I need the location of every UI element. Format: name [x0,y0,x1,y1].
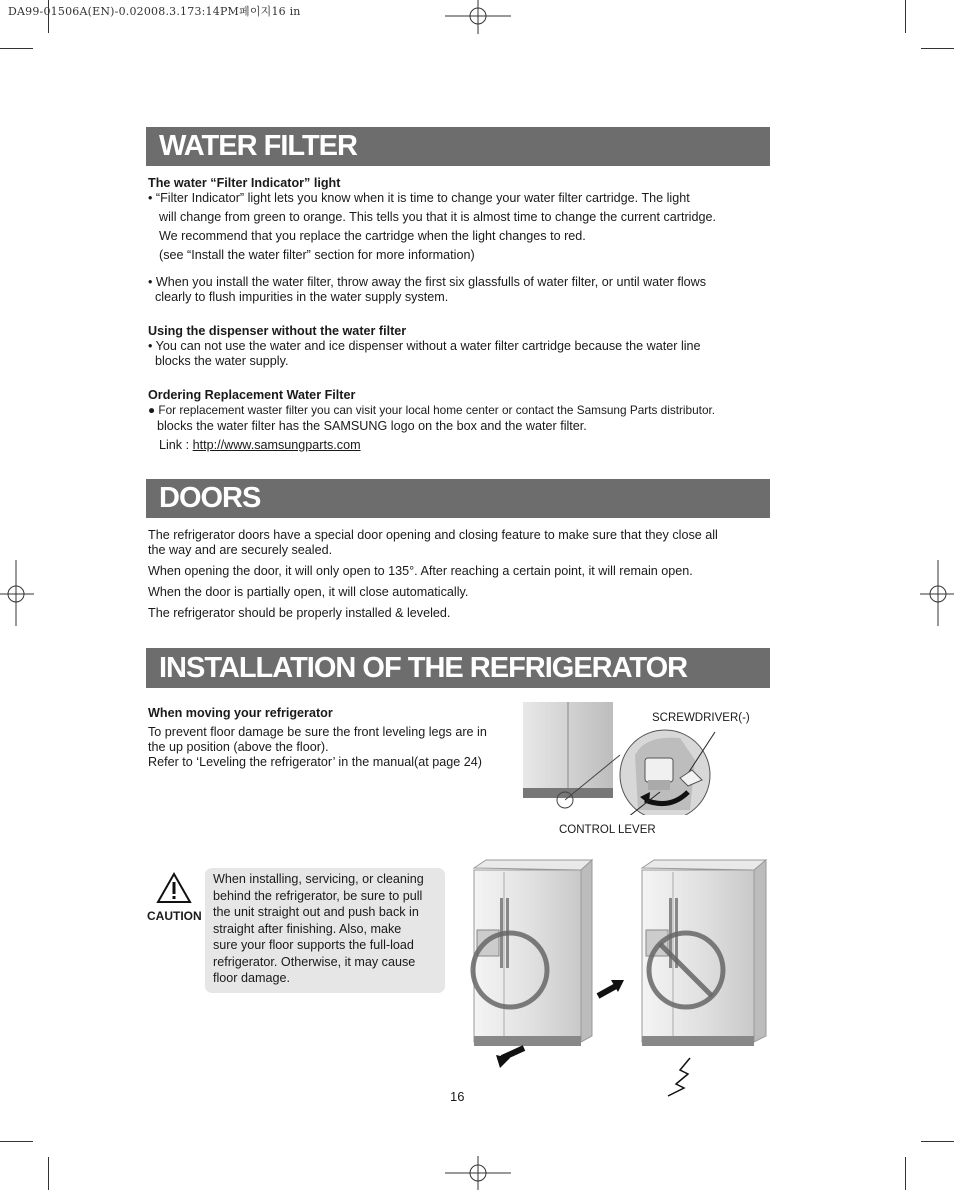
registration-mark-icon [920,560,954,626]
control-lever-label: CONTROL LEVER [559,824,656,836]
paragraph-line: ● For replacement waster filter you can visit your local home center or contact the Samsung Parts distributor. [148,403,716,417]
screwdriver-label: SCREWDRIVER(-) [652,712,750,724]
crop-mark [921,1141,954,1142]
caution-line: floor damage. [213,971,291,985]
caution-line: straight after finishing. Also, make [213,921,402,936]
paragraph-line: The refrigerator should be properly installed & leveled. [148,606,451,620]
crop-mark [0,48,33,49]
crop-mark [921,48,954,49]
paragraph-line: When opening the door, it will only open to 135°. After reaching a certain point, it will remain open. [148,564,693,578]
crop-mark [905,1157,906,1190]
paragraph-line: • You can not use the water and ice dispenser without a water filter cartridge because the water line [148,339,701,353]
print-header: DA99-01506A(EN)-0.02008.3.173:14PM페이지16 in [8,5,301,18]
crop-mark [0,1141,33,1142]
paragraph-line: (see “Install the water filter” section for more information) [159,248,475,262]
paragraph-line: blocks the water filter has the SAMSUNG logo on the box and the water filter. [157,419,587,433]
caution-icon [156,872,192,904]
paragraph-line: blocks the water supply. [155,354,289,368]
subheading: When moving your refrigerator [148,706,333,720]
refrigerator-wrong-pull-illustration [466,858,636,1083]
paragraph-line: clearly to flush impurities in the water supply system. [155,290,449,304]
samsung-parts-link[interactable]: http://www.samsungparts.com [192,438,361,452]
paragraph-line: the way and are securely sealed. [148,543,333,557]
section-title-bar [146,479,770,518]
caution-line: behind the refrigerator, be sure to pull [213,888,423,903]
caution-line: the unit straight out and push back in [213,905,419,919]
registration-mark-icon [445,1156,511,1190]
paragraph-line: The refrigerator doors have a special door opening and closing feature to make sure that they close all [148,528,718,542]
paragraph-line: To prevent floor damage be sure the front leveling legs are in [148,725,487,739]
page-number: 16 [450,1089,465,1104]
caution-text [213,871,443,987]
link-line [148,436,779,455]
section-title: INSTALLATION OF THE REFRIGERATOR [159,652,688,684]
crop-mark [48,1157,49,1190]
caution-line: sure your floor supports the full-load [213,938,414,952]
registration-mark-icon [445,0,511,34]
section-title: WATER FILTER [159,130,357,162]
caution-label: CAUTION [147,909,202,923]
paragraph-line: When the door is partially open, it will close automatically. [148,585,469,599]
paragraph-line: Refer to ‘Leveling the refrigerator’ in the manual(at page 24) [148,755,482,769]
paragraph-line: the up position (above the floor). [148,740,329,754]
section-title-bar [146,648,770,688]
paragraph-line: • “Filter Indicator” light lets you know when it is time to change your water filter cartridge. The light [148,191,690,205]
registration-mark-icon [0,560,34,626]
section-title: DOORS [159,482,261,514]
link-label: Link : [159,438,193,452]
paragraph-line: We recommend that you replace the cartridge when the light changes to red. [159,229,586,243]
paragraph-line: will change from green to orange. This tells you that it is almost time to change the current cartridge. [159,210,716,224]
crop-mark [905,0,906,33]
subheading: Using the dispenser without the water filter [148,324,407,338]
subheading: Ordering Replacement Water Filter [148,388,356,402]
paragraph-line: • When you install the water filter, throw away the first six glassfulls of water filter, or until water flows [148,275,707,289]
section-title-bar [146,127,770,166]
caution-line: When installing, servicing, or cleaning [213,872,424,886]
caution-line: refrigerator. Otherwise, it may cause [213,954,416,969]
subheading: The water “Filter Indicator” light [148,176,341,190]
refrigerator-wrong-angle-illustration [640,858,770,1098]
